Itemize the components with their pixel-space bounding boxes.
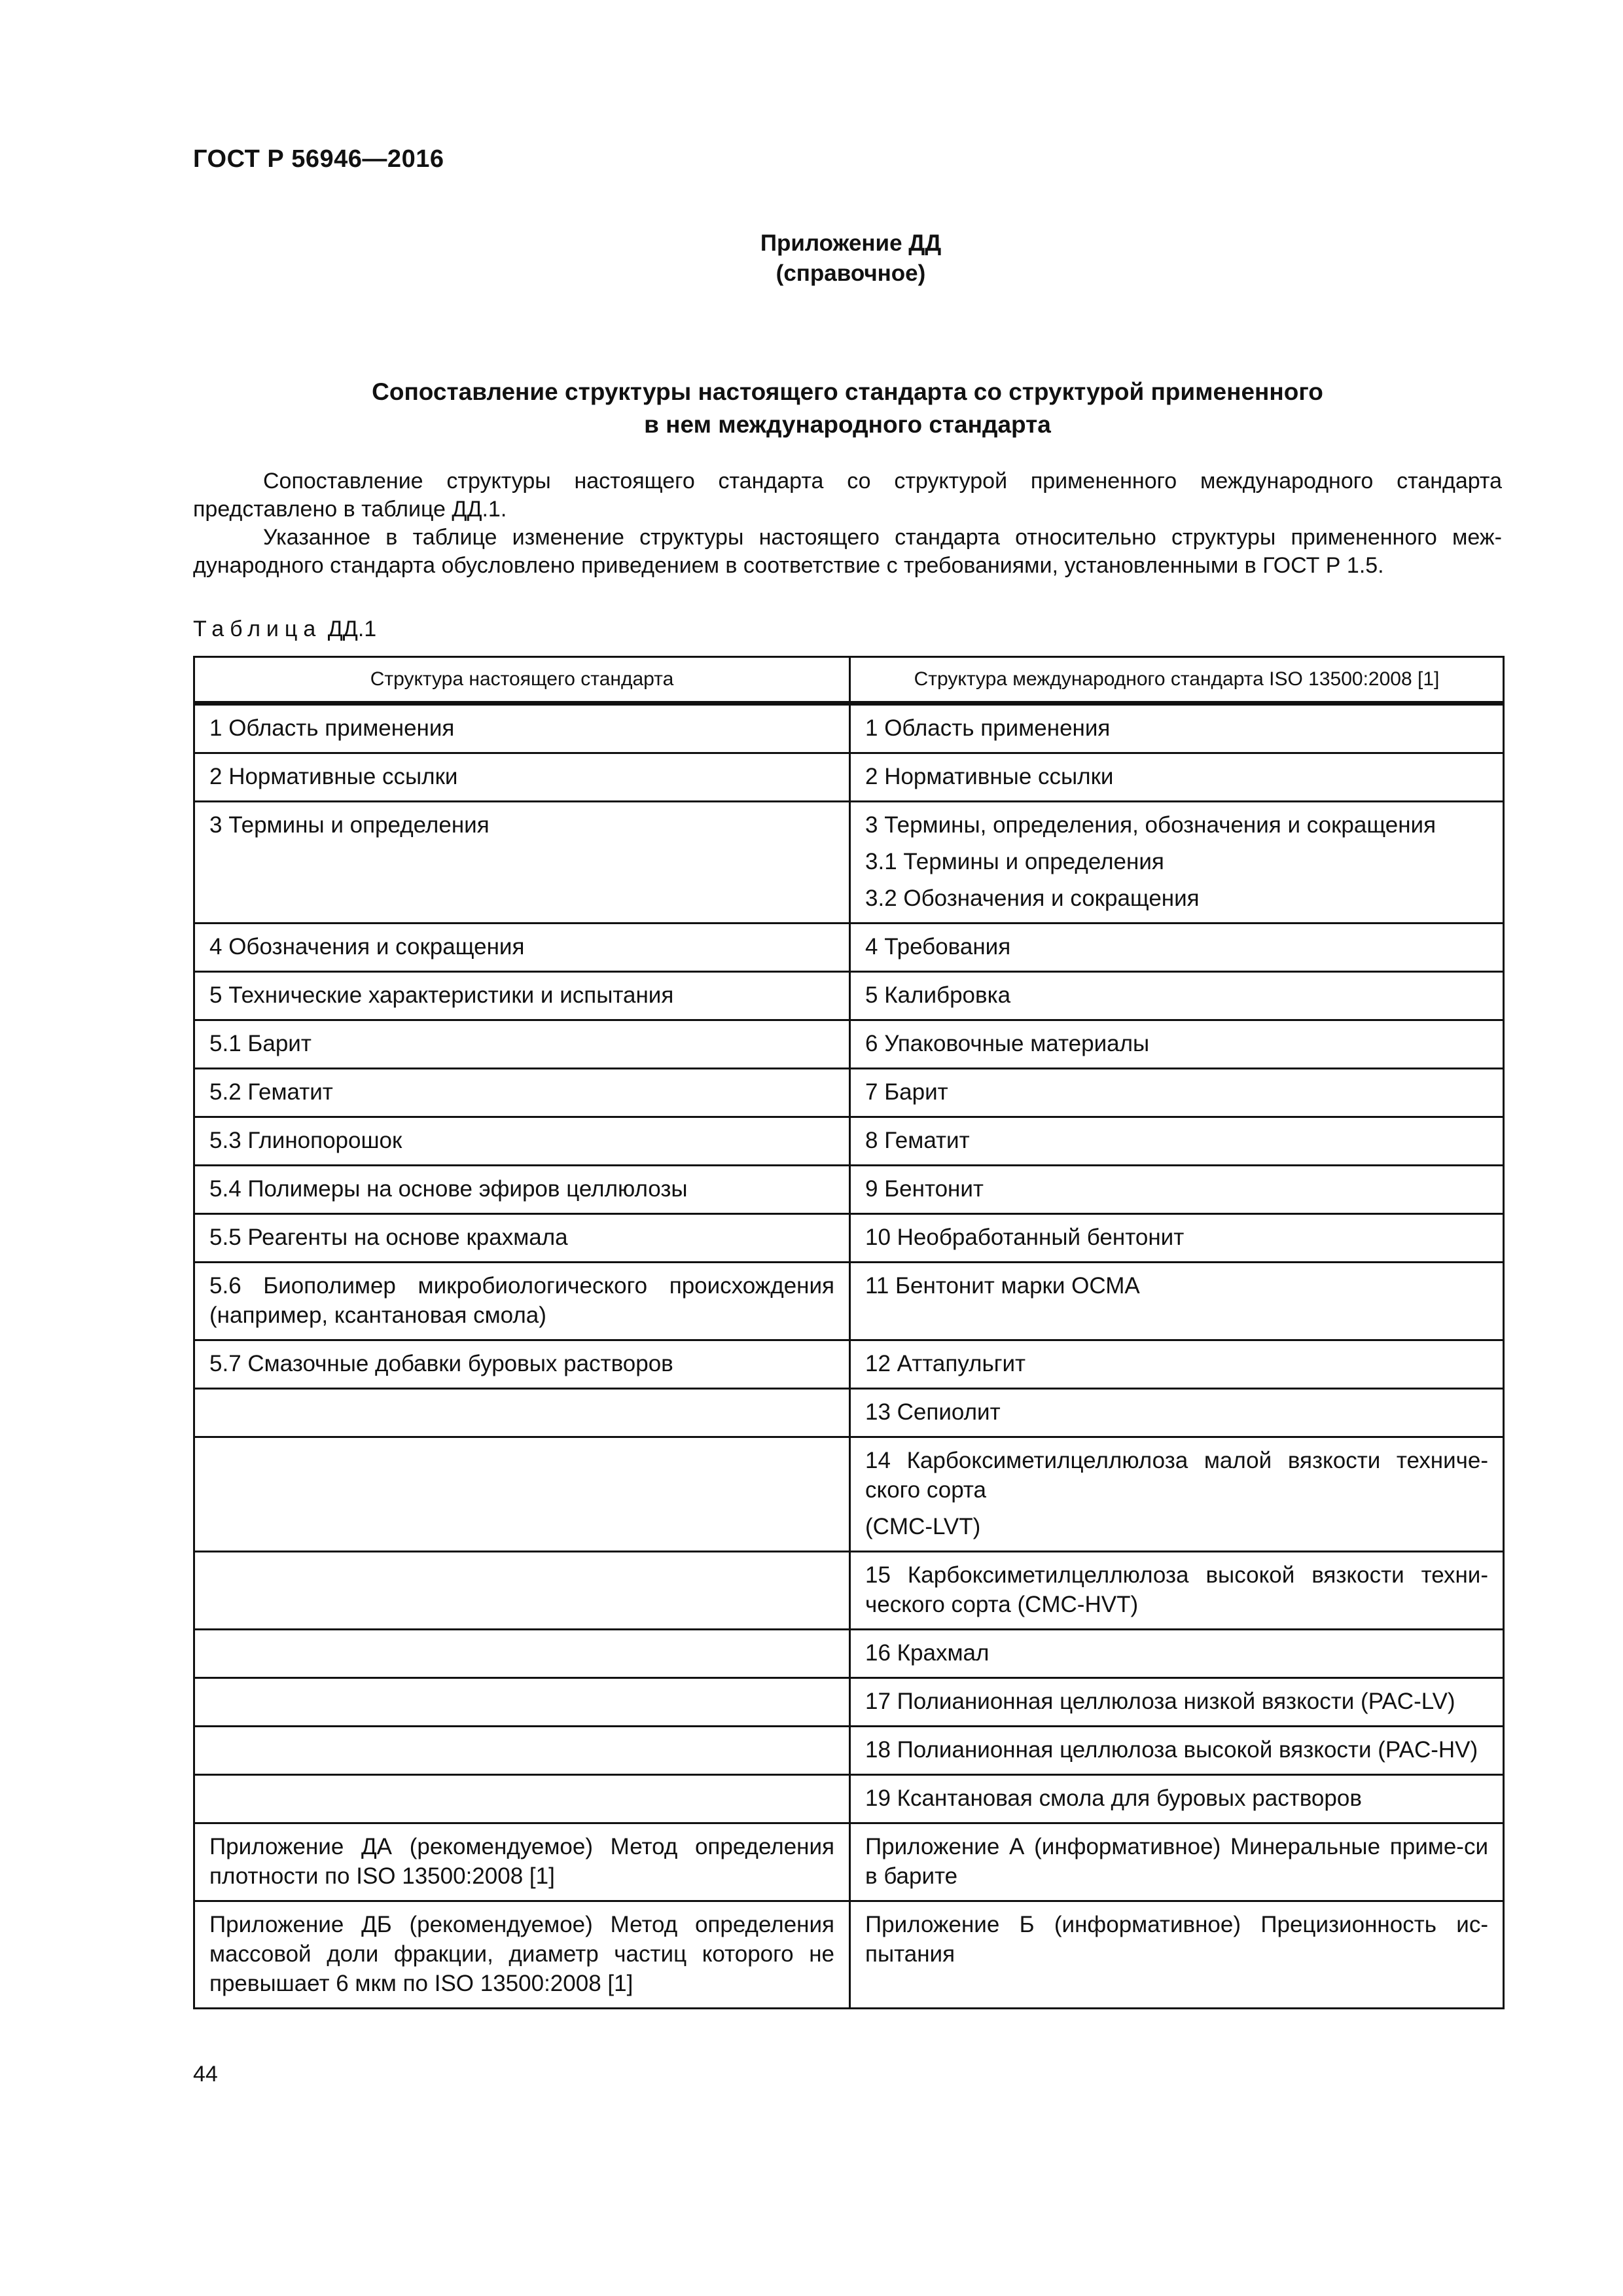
cell-text: 11 Бентонит марки ОСМА (865, 1273, 1140, 1299)
cell-international-standard (850, 1552, 1504, 1630)
table-caption-word: Таблица (193, 617, 322, 641)
cell-this-standard (194, 802, 850, 924)
intro-paragraph-2: Указанное в таблице изменение структуры настоящего стандарта относительно структуры примененного меж-дународного стандарта обусловлено приведением в соответствие с требованиями, установленными в ГОСТ Р 1.5. (193, 525, 1502, 578)
table-row (194, 1552, 1504, 1630)
cell-this-standard (194, 1775, 850, 1823)
cell-this-standard (194, 924, 850, 972)
table-row (194, 1020, 1504, 1069)
table-row (194, 704, 1504, 753)
cell-text: 14 Карбоксиметилцеллюлоза малой вязкости техниче-ского сорта (865, 1448, 1488, 1503)
table-row (194, 1263, 1504, 1340)
table-row (194, 1214, 1504, 1263)
cell-text: 3.1 Термины и определения (865, 849, 1164, 874)
cell-this-standard (194, 1727, 850, 1775)
table-row (194, 924, 1504, 972)
cell-text: Приложение А (информативное) Минеральные приме-си в барите (865, 1834, 1488, 1889)
cell-text: 4 Обозначения и сокращения (209, 934, 525, 960)
cell-text: 5.2 Гематит (209, 1079, 333, 1105)
cell-text: 13 Сепиолит (865, 1399, 1001, 1425)
cell-international-standard (850, 1437, 1504, 1552)
cell-text: 18 Полианионная целлюлоза высокой вязкости (PAC-HV) (865, 1737, 1478, 1763)
cell-international-standard (850, 1901, 1504, 2009)
cell-text: 5.6 Биополимер микробиологического происхождения (например, ксантановая смола) (209, 1273, 834, 1328)
cell-this-standard (194, 1823, 850, 1901)
cell-international-standard (850, 1263, 1504, 1340)
page-number: 44 (193, 2062, 218, 2087)
cell-international-standard (850, 1340, 1504, 1389)
cell-this-standard (194, 1117, 850, 1166)
cell-text: 8 Гематит (865, 1128, 970, 1153)
cell-international-standard (850, 753, 1504, 802)
cell-international-standard (850, 802, 1504, 924)
header-this-standard: Структура настоящего стандарта (194, 657, 850, 704)
table-row (194, 972, 1504, 1020)
cell-text: 6 Упаковочные материалы (865, 1031, 1150, 1056)
section-title-line-1: Сопоставление структуры настоящего стандарта со структурой примененного (372, 378, 1323, 405)
cell-text: 10 Необработанный бентонит (865, 1225, 1185, 1250)
table-row (194, 1166, 1504, 1214)
cell-text: 1 Область применения (209, 715, 455, 741)
table-row (194, 1340, 1504, 1389)
cell-this-standard (194, 704, 850, 753)
comparison-table (193, 656, 1505, 2009)
table-row (194, 753, 1504, 802)
cell-international-standard (850, 1727, 1504, 1775)
cell-international-standard (850, 1389, 1504, 1437)
cell-international-standard (850, 1117, 1504, 1166)
cell-international-standard (850, 1775, 1504, 1823)
cell-text: 5.4 Полимеры на основе эфиров целлюлозы (209, 1176, 688, 1202)
cell-this-standard (194, 1020, 850, 1069)
cell-international-standard (850, 704, 1504, 753)
cell-text: 3 Термины и определения (209, 812, 490, 838)
cell-this-standard (194, 1678, 850, 1727)
cell-this-standard (194, 1552, 850, 1630)
cell-international-standard (850, 924, 1504, 972)
cell-this-standard (194, 1069, 850, 1117)
cell-text: 16 Крахмал (865, 1640, 990, 1666)
table-row (194, 1678, 1504, 1727)
intro-paragraph-1: Сопоставление структуры настоящего стандарта со структурой примененного международного стандарта представлено в таблице ДД.1. (193, 469, 1502, 522)
cell-international-standard (850, 1214, 1504, 1263)
table-row (194, 1389, 1504, 1437)
cell-text: 12 Аттапульгит (865, 1351, 1026, 1376)
cell-text: 15 Карбоксиметилцеллюлоза высокой вязкости техни-ческого сорта (CMC-HVT) (865, 1562, 1488, 1617)
cell-international-standard (850, 1166, 1504, 1214)
cell-text: 17 Полианионная целлюлоза низкой вязкости (PAC-LV) (865, 1689, 1455, 1714)
cell-text: 1 Область применения (865, 715, 1111, 741)
cell-international-standard (850, 1678, 1504, 1727)
table-row (194, 1630, 1504, 1678)
table-body (194, 704, 1504, 2009)
cell-this-standard (194, 1263, 850, 1340)
table-row (194, 1727, 1504, 1775)
cell-this-standard (194, 1437, 850, 1552)
header-international-standard: Структура международного стандарта ISO 13500:2008 [1] (850, 657, 1504, 704)
cell-text: 9 Бентонит (865, 1176, 984, 1202)
cell-this-standard (194, 753, 850, 802)
table-header-row (194, 657, 1504, 704)
cell-text: 7 Барит (865, 1079, 948, 1105)
cell-text: 5 Технические характеристики и испытания (209, 982, 674, 1008)
section-title-line-2: в нем международного стандарта (644, 411, 1051, 438)
cell-text: 2 Нормативные ссылки (865, 764, 1114, 789)
cell-text: 19 Ксантановая смола для буровых растворов (865, 1785, 1362, 1811)
cell-this-standard (194, 1340, 850, 1389)
cell-international-standard (850, 972, 1504, 1020)
cell-international-standard (850, 1823, 1504, 1901)
table-row (194, 1069, 1504, 1117)
table-row (194, 1823, 1504, 1901)
table-caption-number: ДД.1 (327, 617, 377, 641)
cell-this-standard (194, 1214, 850, 1263)
cell-text: 5.5 Реагенты на основе крахмала (209, 1225, 568, 1250)
cell-international-standard (850, 1630, 1504, 1678)
cell-this-standard (194, 972, 850, 1020)
cell-text: 5 Калибровка (865, 982, 1011, 1008)
cell-this-standard (194, 1630, 850, 1678)
cell-text: 5.3 Глинопорошок (209, 1128, 402, 1153)
cell-text: Приложение ДА (рекомендуемое) Метод определения плотности по ISO 13500:2008 [1] (209, 1834, 834, 1889)
cell-international-standard (850, 1069, 1504, 1117)
cell-this-standard (194, 1389, 850, 1437)
cell-text: 5.7 Смазочные добавки буровых растворов (209, 1351, 673, 1376)
table-row (194, 1775, 1504, 1823)
appendix-subtitle: (справочное) (776, 260, 926, 286)
cell-text: 5.1 Барит (209, 1031, 312, 1056)
cell-text: Приложение ДБ (рекомендуемое) Метод определения массовой доли фракции, диаметр частиц которого не превышает 6 мкм по ISO 13500:2008 [1] (209, 1912, 834, 1996)
cell-text: 2 Нормативные ссылки (209, 764, 458, 789)
cell-international-standard (850, 1020, 1504, 1069)
cell-text: 3 Термины, определения, обозначения и сокращения (865, 812, 1436, 838)
document-code: ГОСТ Р 56946—2016 (193, 145, 444, 173)
table-row (194, 1437, 1504, 1552)
cell-this-standard (194, 1166, 850, 1214)
cell-text: (CMC-LVT) (865, 1514, 981, 1539)
table-row (194, 1901, 1504, 2009)
cell-text: 3.2 Обозначения и сокращения (865, 886, 1200, 911)
cell-text: Приложение Б (информативное) Прецизионность ис-пытания (865, 1912, 1488, 1967)
cell-text: 4 Требования (865, 934, 1011, 960)
table-row (194, 1117, 1504, 1166)
table-caption (193, 617, 376, 642)
table-row (194, 802, 1504, 924)
cell-this-standard (194, 1901, 850, 2009)
appendix-title: Приложение ДД (760, 230, 942, 256)
